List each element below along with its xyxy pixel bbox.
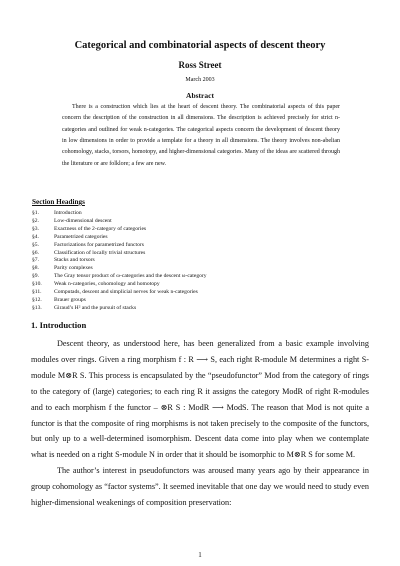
author-name: Ross Street (178, 60, 222, 70)
section-heading-item (32, 250, 352, 258)
section-title: Exactness of the 2-category of categories (54, 225, 147, 232)
section-title: Introduction (54, 210, 82, 216)
section-title: Brauer groups (54, 296, 86, 303)
section-number: §6. (32, 249, 39, 256)
section-heading-item (32, 218, 352, 226)
intro-heading: 1. Introduction (31, 320, 87, 330)
section-heading-item (32, 305, 352, 313)
section-title: Classification of locally trivial structures (54, 249, 146, 256)
section-number: §7. (32, 257, 39, 264)
paper-title: Categorical and combinatorial aspects of descent theory (74, 40, 326, 51)
section-heading-item (32, 257, 352, 265)
section-heading-item (32, 297, 352, 305)
section-title: Computads, descent and simplicial nerves for weak n-categories (54, 289, 198, 296)
section-number: §10. (32, 281, 42, 288)
section-heading-item (32, 234, 352, 242)
section-heading-item (32, 281, 352, 289)
section-number: §4. (32, 233, 39, 240)
paper-date: March 2003 (185, 77, 215, 83)
abstract-heading: Abstract (186, 91, 214, 100)
section-number: §11. (32, 289, 42, 296)
intro-paragraph: Descent theory, as understood here, has been generalized from a basic example involving modules over rings. Given a ring morphism f : R ⟶ S, each right R-module M determines a right S-module M⊗R S. This process is encapsulated by the “pseudofunctor” Mod from the category of rings to the category of (large) categories; to each ring R it assigns the category ModR of right R-modules and to each morphism f the functor – ⊗R S : ModR ⟶ ModS. The reason that Mod is not quite a functor is that the composite of ring morphisms is not taken precisely to the composite of the functors, but only up to a well-determined isomorphism. Descent data come into play when we contemplate what is needed on a right S-module N in order that it should be isomorphic to M⊗R S for some M. (31, 339, 369, 460)
section-heading-item (32, 210, 352, 218)
abstract-text: There is a construction which lies at the heart of descent theory. The combinatorial aspects of this paper concern the description of the construction in all dimensions. The description is achieved precisely for strict n-categories and outlined for weak n-categories. The categorical aspects concern the development of descent theory in low dimensions in order to provide a template for a theory in all dimensions. The theory involves non-abelian cohomology, stacks, torsors, homotopy, and higher-dimensional categories. Many of the ideas are scattered through the literature or are folklore; a few are new. (62, 104, 340, 167)
section-list (32, 210, 352, 313)
section-number: §3. (32, 225, 39, 232)
section-heading-item (32, 242, 352, 250)
section-title: Low-dimensional descent (54, 217, 112, 224)
section-number: §1. (32, 210, 39, 216)
section-title: Giraud’s H² and the pursuit of stacks (54, 304, 137, 311)
intro-paragraph: The author’s interest in pseudofunctors was aroused many years ago by their appearance in group cohomology as “factor systems”. It seemed inevitable that one day we would need to study even higher-dimensional weakenings of composition preservation: (31, 466, 369, 508)
section-number: §9. (32, 273, 39, 280)
section-title: The Gray tensor product of ω-categories and the descent ω-category (54, 273, 207, 280)
section-number: §13. (32, 304, 42, 311)
intro-body (31, 336, 369, 511)
section-number: §8. (32, 265, 39, 272)
section-title: Factorizations for parametrized functors (54, 241, 144, 248)
section-number: §12. (32, 296, 42, 303)
section-title: Stacks and torsors (54, 257, 95, 264)
section-number: §5. (32, 241, 39, 248)
section-title: Weak n-categories, cohomology and homotopy (54, 281, 160, 288)
section-number: §2. (32, 217, 39, 224)
section-heading-item (32, 226, 352, 234)
section-heading-item (32, 273, 352, 281)
section-title: Parity complexes (54, 265, 93, 272)
page-number: 1 (198, 551, 202, 559)
section-title: Parametrized categories (54, 233, 108, 240)
section-headings-title: Section Headings (32, 198, 85, 206)
section-heading-item (32, 289, 352, 297)
